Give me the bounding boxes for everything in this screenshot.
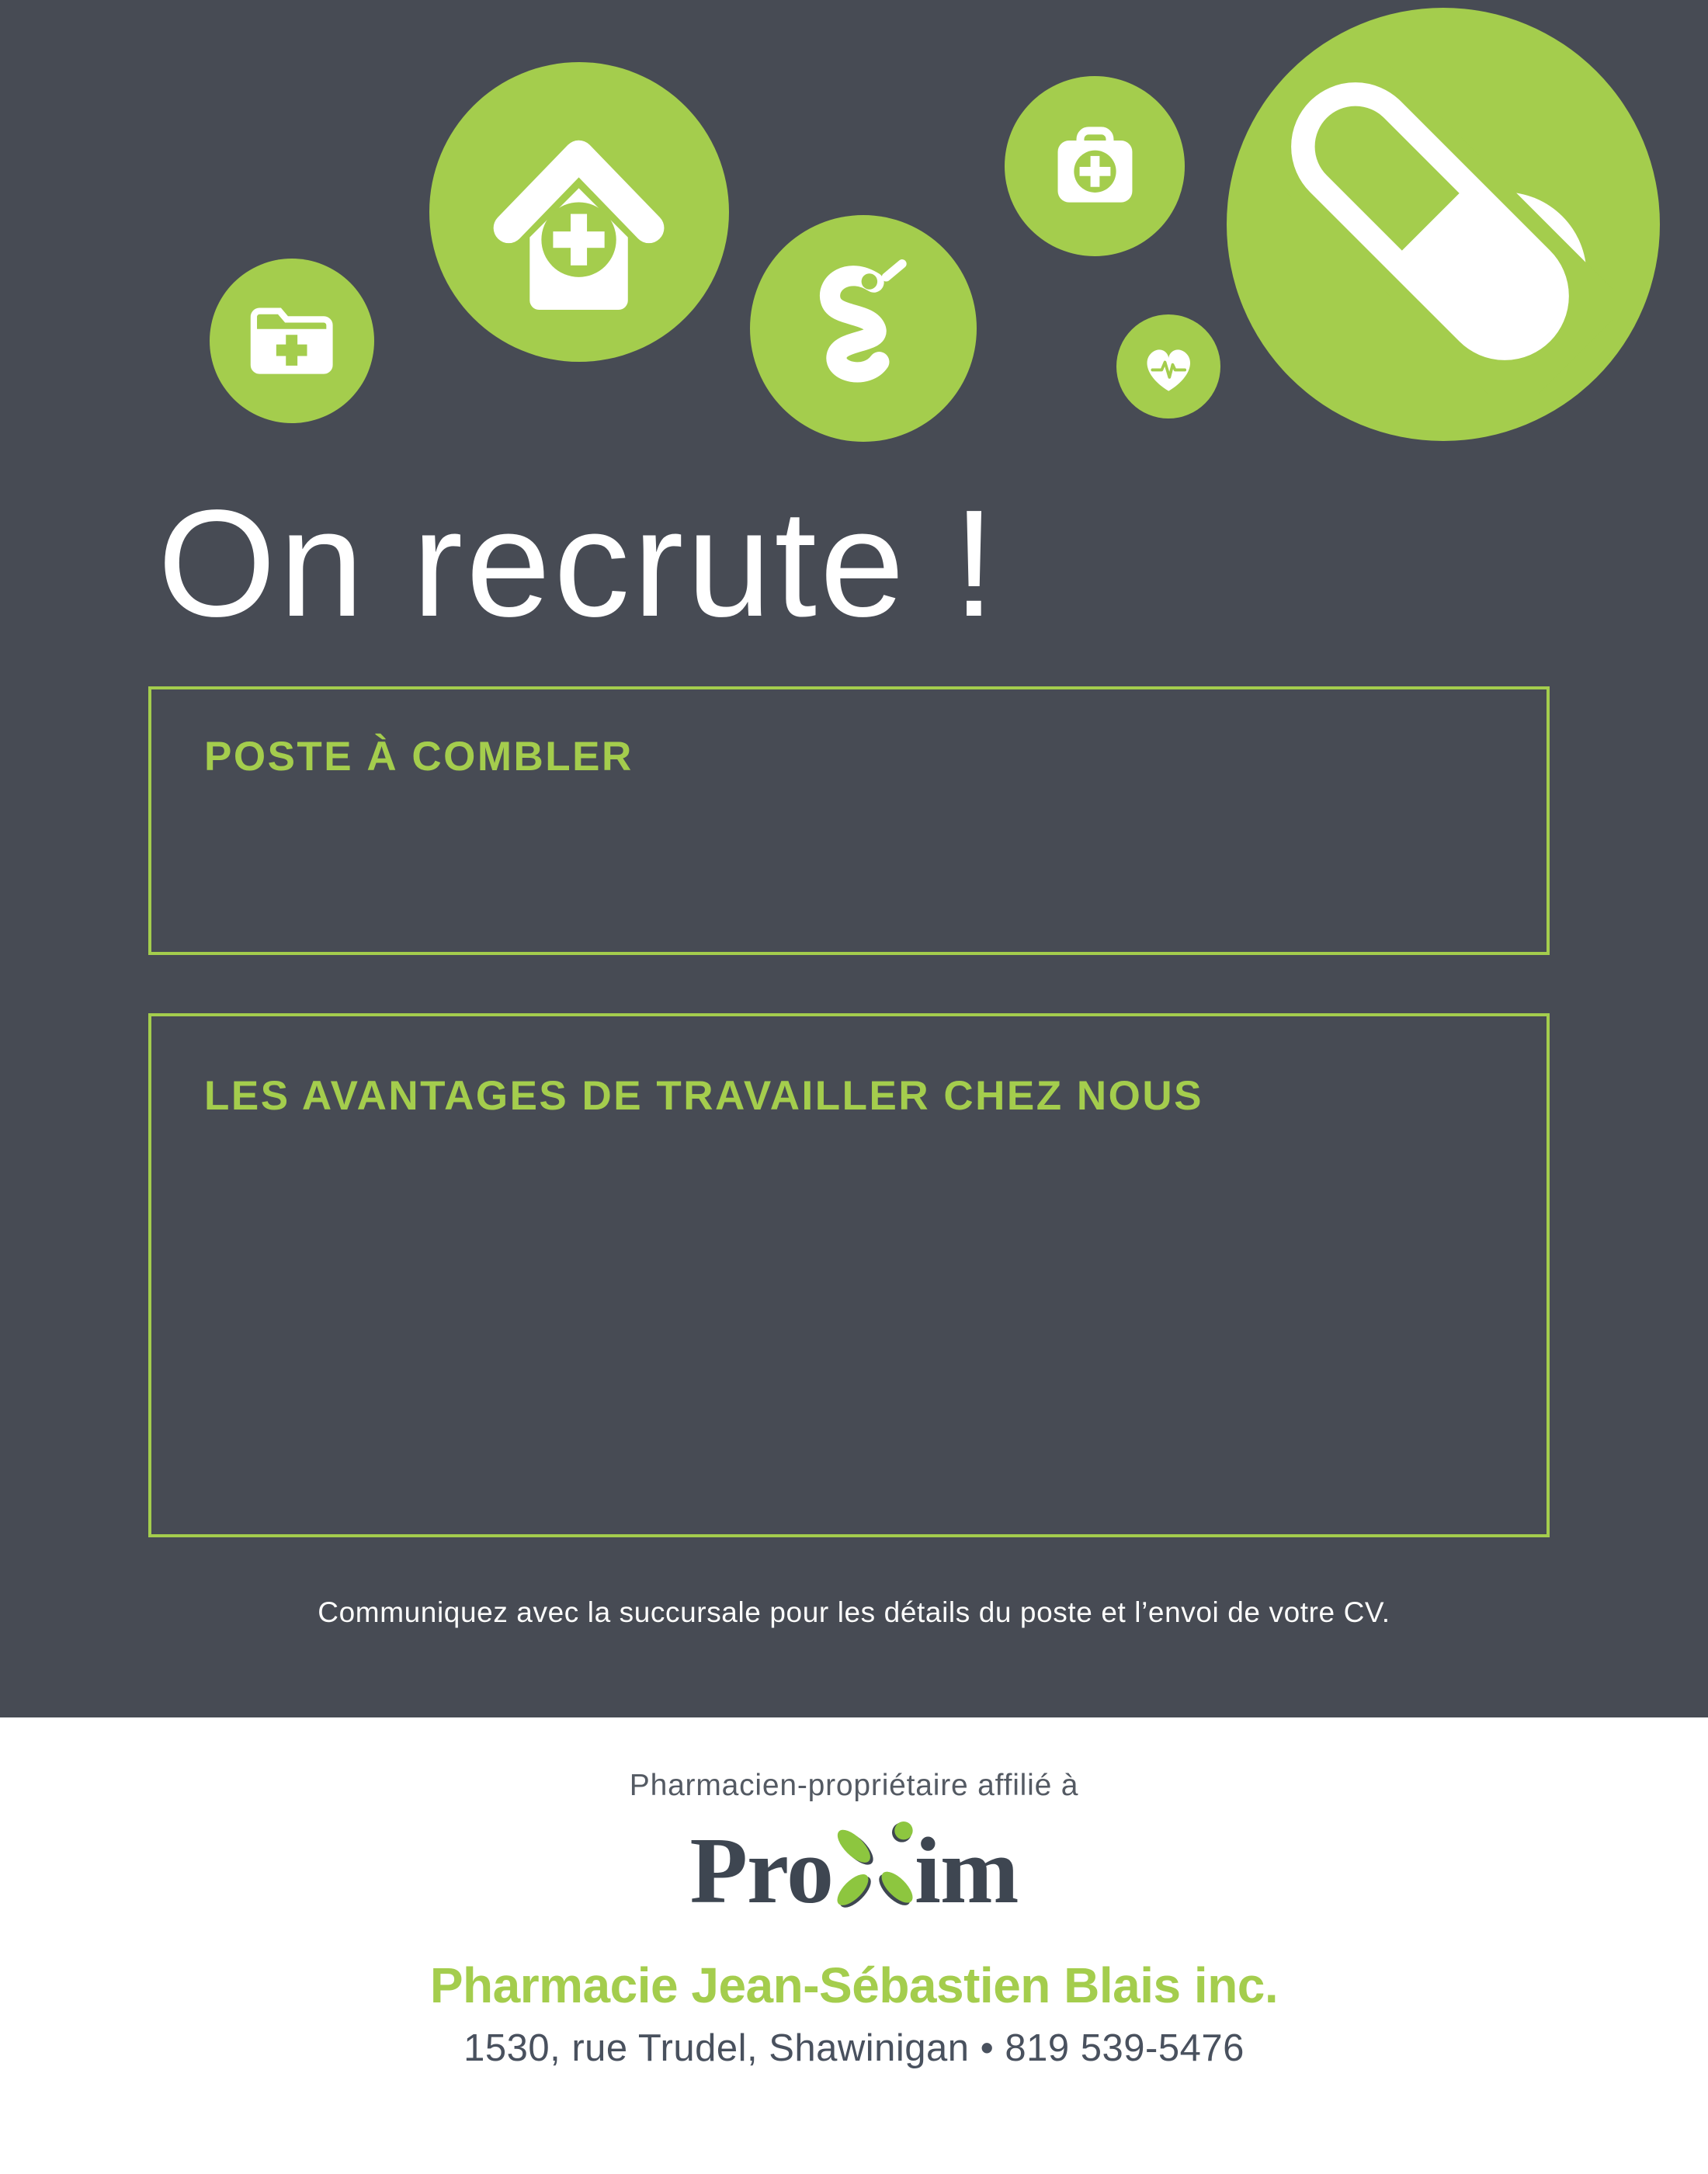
proxim-logo <box>0 1817 1708 1926</box>
folder-plus-icon <box>210 259 374 423</box>
affiliation-line: Pharmacien-propriétaire affilié à <box>629 1769 1079 1802</box>
address-phone-line: 1530, rue Trudel, Shawinigan • 819 539-5476 <box>463 2027 1245 2069</box>
asclepius-snake-glyph <box>775 240 952 417</box>
pill-tablet-glyph <box>1274 55 1612 393</box>
folder-plus-glyph <box>227 276 356 405</box>
benefits-box-title: LES AVANTAGES DE TRAVAILLER CHEZ NOUS <box>204 1073 1203 1119</box>
position-box <box>148 686 1550 955</box>
proxim-leaf-x-icon <box>830 1817 920 1916</box>
logo-text-im: im <box>914 1818 1019 1923</box>
medical-house-icon <box>429 62 729 362</box>
benefits-box <box>148 1013 1550 1537</box>
page-title: On recrute ! <box>158 478 998 648</box>
pill-tablet-icon <box>1227 8 1660 441</box>
contact-note: Communiquez avec la succursale pour les détails du poste et l’envoi de votre CV. <box>318 1596 1390 1628</box>
first-aid-kit-glyph <box>1025 96 1165 237</box>
asclepius-snake-icon <box>750 215 977 442</box>
medical-house-glyph <box>462 95 696 328</box>
pharmacy-name: Pharmacie Jean-Sébastien Blais inc. <box>429 1957 1279 2013</box>
heart-pulse-glyph <box>1128 326 1210 408</box>
position-box-title: POSTE À COMBLER <box>204 734 634 780</box>
heart-pulse-icon <box>1116 314 1220 418</box>
logo-text-pro: Pro <box>689 1818 833 1923</box>
footer-panel <box>0 1717 1708 2174</box>
first-aid-kit-icon <box>1005 76 1185 256</box>
